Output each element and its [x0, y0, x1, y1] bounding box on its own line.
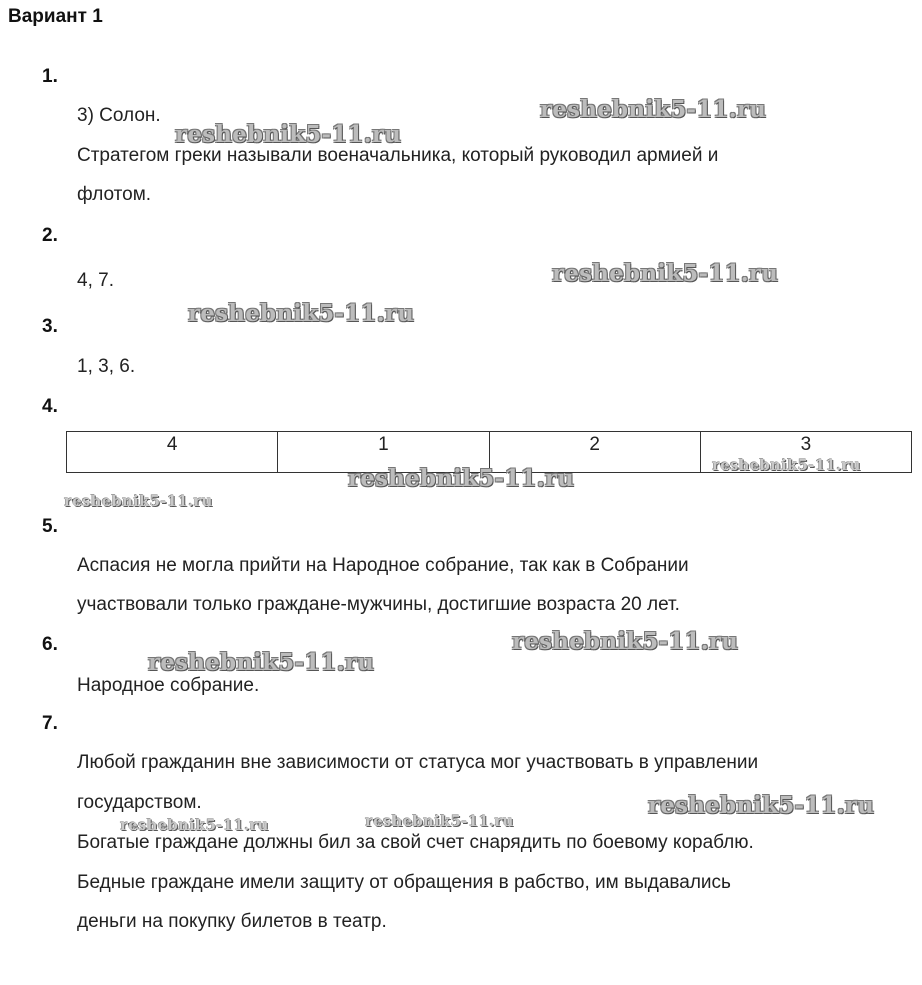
answer-text: деньги на покупку билетов в театр. [77, 911, 387, 932]
answer-text: государством. [77, 792, 202, 813]
answer-text: Народное собрание. [77, 675, 260, 696]
task-number: 5. [42, 516, 58, 537]
task-number: 3. [42, 316, 58, 337]
watermark: reshebnik5-11.ru [540, 96, 767, 123]
watermark: reshebnik5-11.ru [64, 492, 213, 510]
answer-text: Богатые граждане должны бил за свой счет снарядить по боевому кораблю. [77, 832, 754, 853]
answer-text: участвовали только граждане-мужчины, достигшие возраста 20 лет. [77, 594, 680, 615]
answer-text: Аспасия не могла прийти на Народное собрание, так как в Собрании [77, 555, 689, 576]
task-number: 1. [42, 66, 58, 87]
answer-text: Стратегом греки называли военачальника, который руководил армией и [77, 145, 719, 166]
watermark: reshebnik5-11.ru [552, 260, 779, 287]
table-cell: 4 [67, 432, 278, 473]
watermark: reshebnik5-11.ru [175, 121, 402, 148]
task-number: 2. [42, 225, 58, 246]
watermark: reshebnik5-11.ru [648, 792, 875, 819]
watermark: reshebnik5-11.ru [148, 649, 375, 676]
watermark: reshebnik5-11.ru [365, 812, 514, 830]
table-cell: 1 [278, 432, 489, 473]
watermark: reshebnik5-11.ru [188, 300, 415, 327]
task-number: 4. [42, 396, 58, 417]
table-cell: 2 [489, 432, 700, 473]
table-cell: 3 [700, 432, 911, 473]
watermark: reshebnik5-11.ru [712, 456, 861, 474]
watermark: reshebnik5-11.ru [512, 628, 739, 655]
task-number: 7. [42, 713, 58, 734]
watermark: reshebnik5-11.ru [120, 816, 269, 834]
answer-text: 1, 3, 6. [77, 356, 136, 377]
answer-text: Бедные граждане имели защиту от обращения в рабство, им выдавались [77, 872, 731, 893]
task-number: 6. [42, 634, 58, 655]
answer-text: 3) Солон. [77, 105, 161, 126]
answer-text: Любой гражданин вне зависимости от статуса мог участвовать в управлении [77, 752, 759, 773]
answer-text: 4, 7. [77, 270, 114, 291]
watermark: reshebnik5-11.ru [348, 465, 575, 492]
answer-text: флотом. [77, 184, 152, 205]
page-title: Вариант 1 [8, 6, 103, 27]
